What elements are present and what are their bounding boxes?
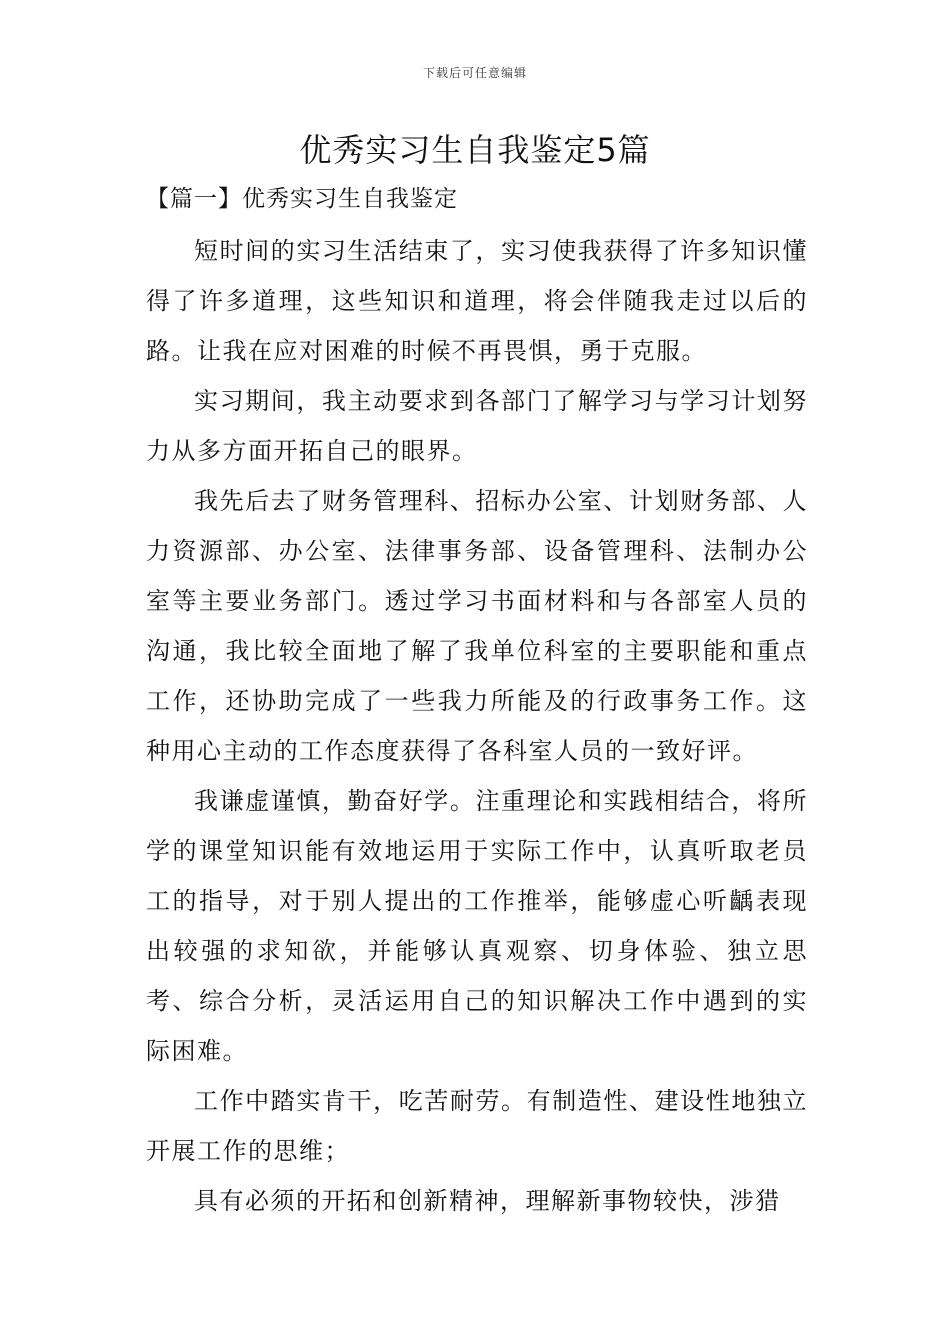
document-title: 优秀实习生自我鉴定5篇 [299,131,651,169]
document-body [146,226,808,1226]
paragraph-5: 工作中踏实肯干，吃苦耐劳。有制造性、建设性地独立开展工作的思维； [146,1087,808,1165]
header-note: 下载后可任意编辑 [422,66,527,80]
paragraph-4: 我谦虚谨慎，勤奋好学。注重理论和实践相结合，将所学的课堂知识能有效地运用于实际工作中，认真听取老员工的指导，对于别人提出的工作推举，能够虚心听齲表现出较强的求知欲，并能够认真观察、切身体验、独立思考、综合分析，灵活运用自己的知识解决工作中遇到的实际困难。 [146,787,808,1065]
section-heading: 【篇一】优秀实习生自我鉴定 [146,186,458,212]
paragraph-1: 短时间的实习生活结束了，实习使我获得了许多知识懂得了许多道理，这些知识和道理，将会伴随我走过以后的路。让我在应对困难的时候不再畏惧，勇于克服。 [146,237,808,365]
paragraph-2: 实习期间，我主动要求到各部门了解学习与学习计划努力从多方面开拓自己的眼界。 [146,387,808,465]
paragraph-3: 我先后去了财务管理科、招标办公室、计划财务部、人力资源部、办公室、法律事务部、设备管理科、法制办公室等主要业务部门。透过学习书面材料和与各部室人员的沟通，我比较全面地了解了我单位科室的主要职能和重点工作，还协助完成了一些我力所能及的行政事务工作。这种用心主动的工作态度获得了各科室人员的一致好评。 [146,487,808,765]
paragraph-6: 具有必须的开拓和创新精神，理解新事物较快，涉猎 [194,1187,781,1215]
